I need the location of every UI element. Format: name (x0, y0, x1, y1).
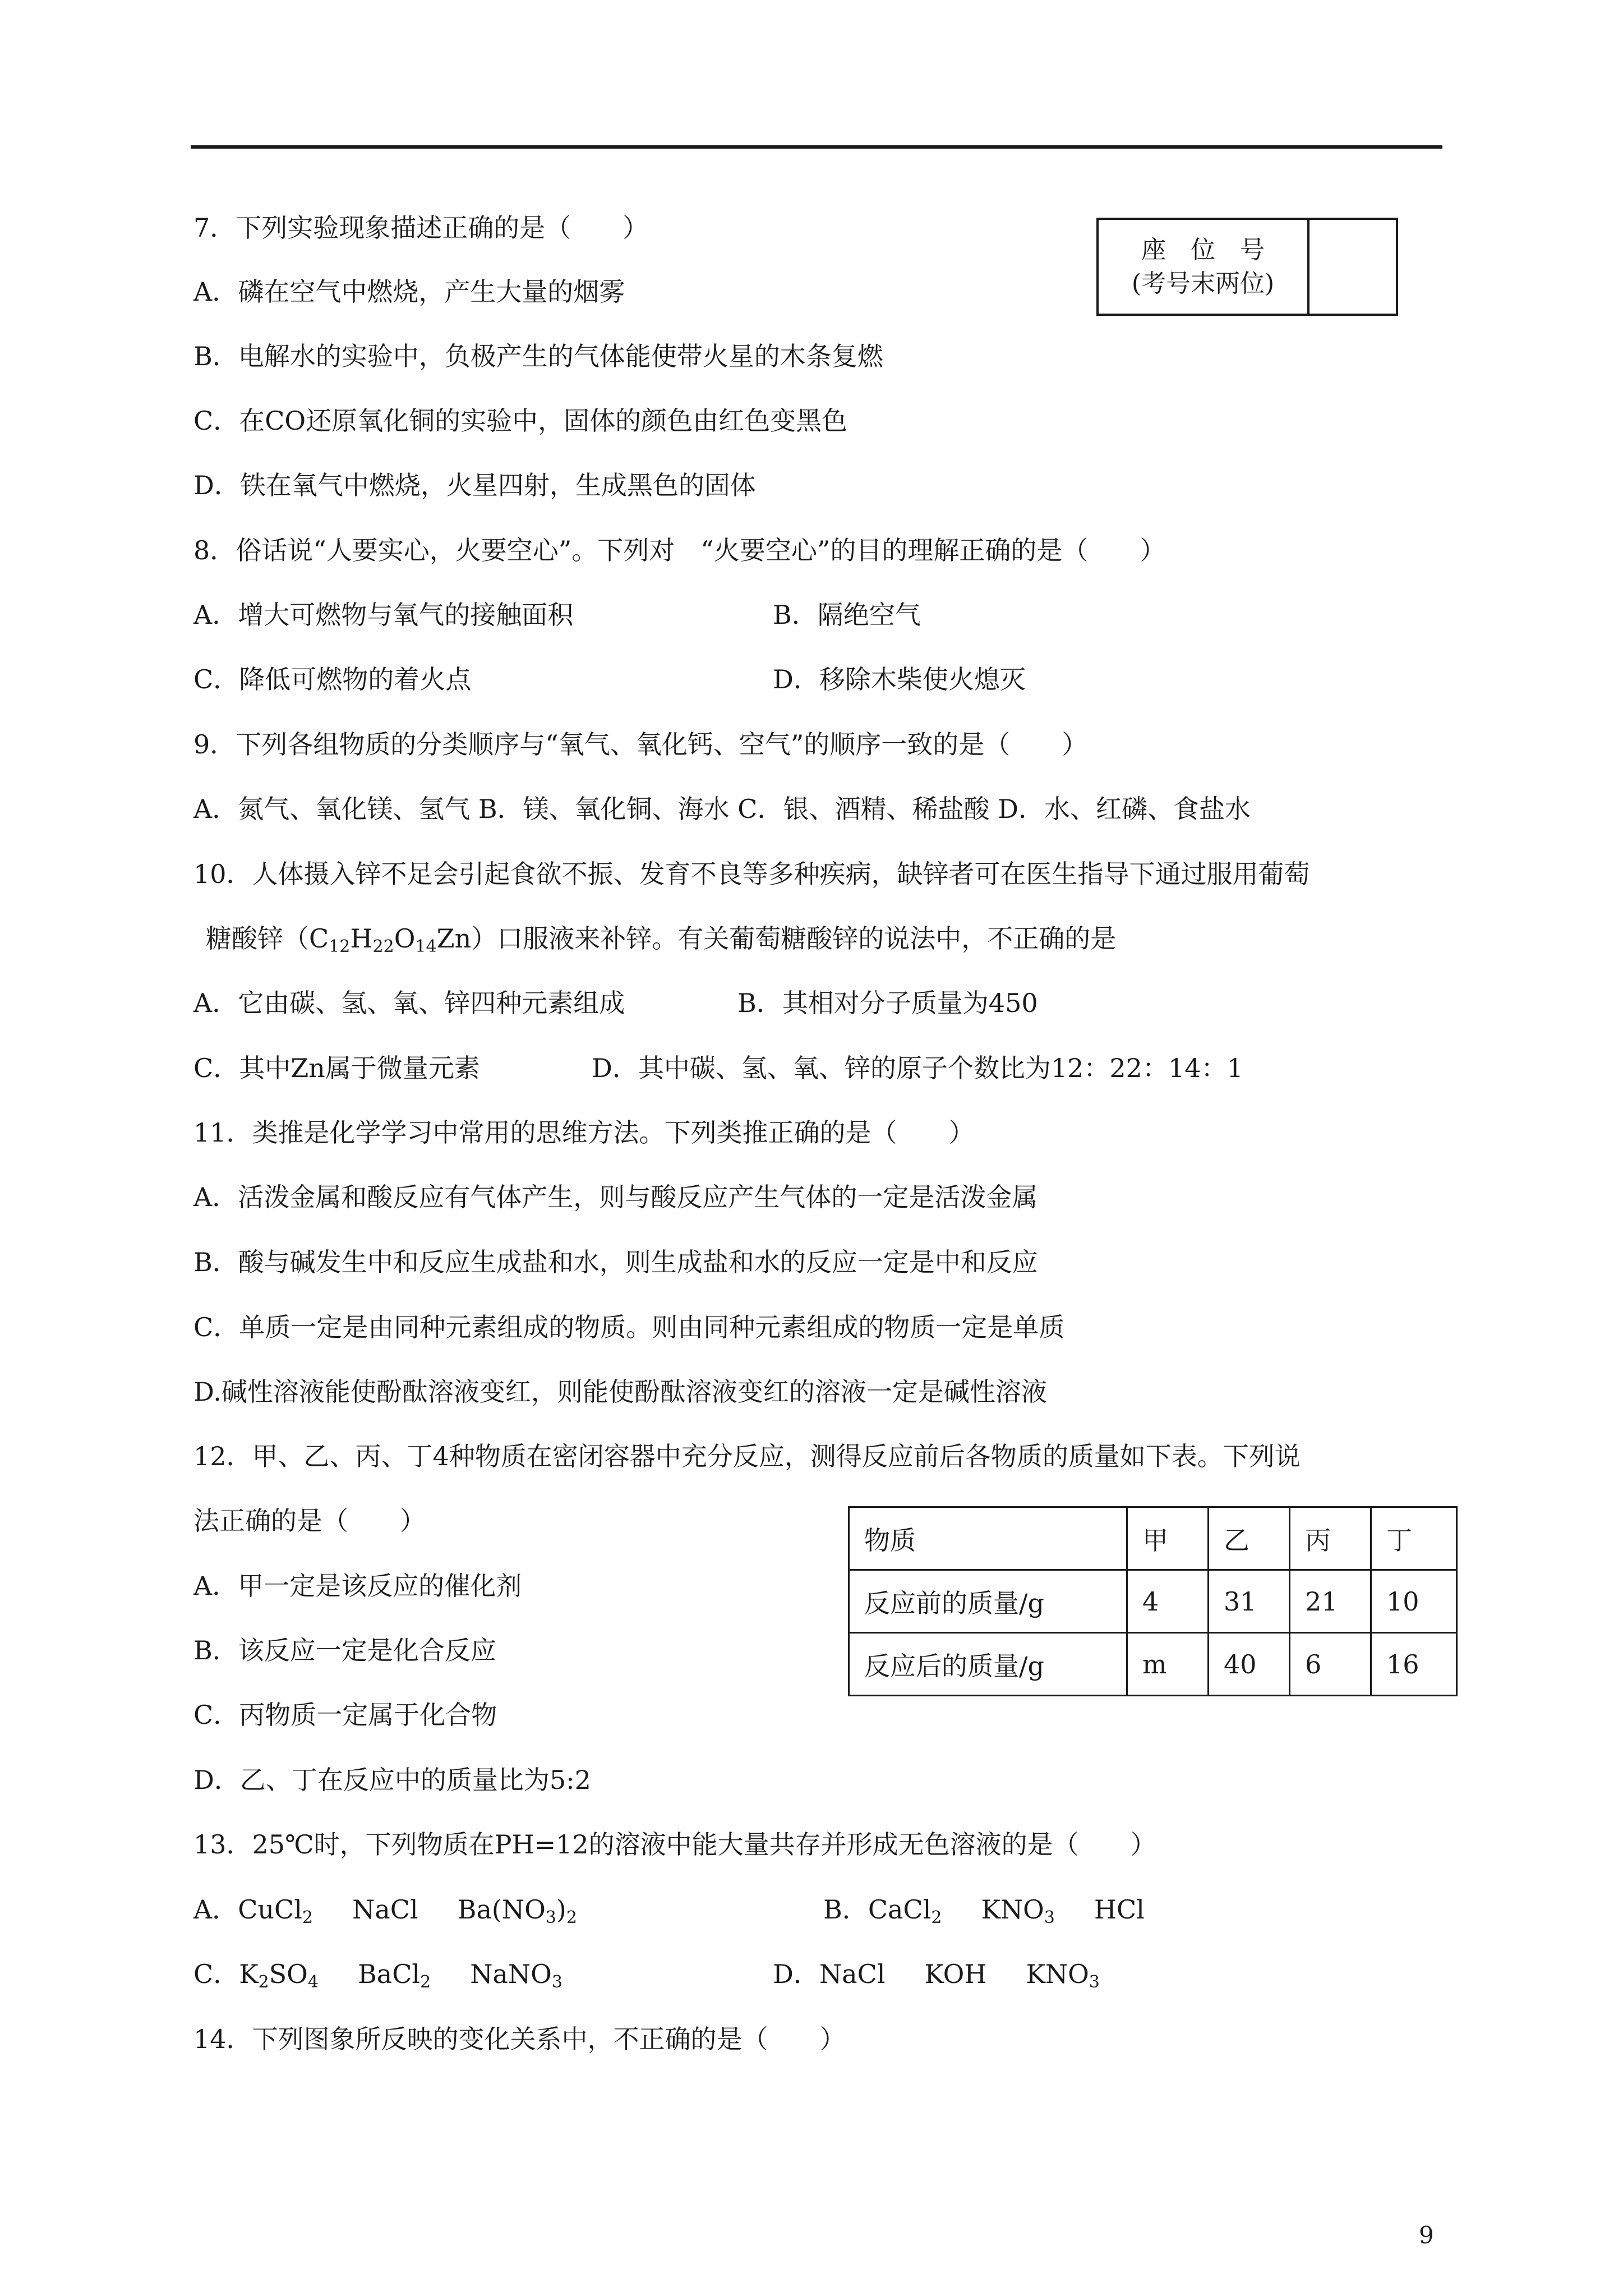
formula: KOH (924, 1959, 987, 1989)
table-cell: 31 (1209, 1570, 1290, 1633)
formula-subscript: 3 (1089, 1972, 1100, 1992)
formula-subscript: 2 (258, 1972, 269, 1992)
q8-option-a: A．增大可燃物与氧气的接触面积 (193, 600, 574, 630)
formula: ) (556, 1894, 566, 1925)
option-label: D． (773, 1959, 819, 1989)
table-cell: 6 (1290, 1633, 1371, 1696)
q7-option-b: B．电解水的实验中，负极产生的气体能使带火星的木条复燃 (193, 341, 883, 371)
q12-option-a: A．甲一定是该反应的催化剂 (193, 1571, 522, 1601)
q10-line2-pre: 糖酸锌（C (206, 923, 329, 954)
formula: NaNO (470, 1959, 552, 1989)
q11-option-a: A．活泼金属和酸反应有气体产生，则与酸反应产生气体的一定是活泼金属 (193, 1182, 1038, 1212)
q13-stem: 13．25℃时，下列物质在PH=12的溶液中能大量共存并形成无色溶液的是（ ） (193, 1829, 1156, 1860)
formula: BaCl (358, 1959, 421, 1989)
formula-sub-h: 22 (372, 937, 394, 956)
q10-stem-line1: 10．人体摄入锌不足会引起食欲不振、发育不良等多种疾病，缺锌者可在医生指导下通过服用葡萄 (193, 859, 1310, 889)
q11-option-c: C．单质一定是由同种元素组成的物质。则由同种元素组成的物质一定是单质 (193, 1312, 1065, 1342)
q11-option-b: B．酸与碱发生中和反应生成盐和水，则生成盐和水的反应一定是中和反应 (193, 1247, 1038, 1277)
formula-subscript: 3 (1044, 1908, 1055, 1927)
formula-subscript: 3 (551, 1972, 562, 1992)
q7-option-c: C．在CO还原氧化铜的实验中，固体的颜色由红色变黑色 (193, 406, 848, 436)
q13-option-a (193, 1893, 577, 1926)
table-header-cell: 丁 (1371, 1507, 1457, 1570)
formula-sub-c: 12 (329, 937, 351, 956)
q11-option-d: D.碱性溶液能使酚酞溶液变红，则能使酚酞溶液变红的溶液一定是碱性溶液 (193, 1377, 1047, 1407)
formula-h: H (350, 923, 373, 954)
q9-options: A．氮气、氧化镁、氢气 B．镁、氧化铜、海水 C．银、酒精、稀盐酸 D．水、红磷、食盐水 (193, 794, 1251, 824)
seat-label-line2: (考号末两位) (1131, 269, 1275, 298)
q12-option-b: B．该反应一定是化合反应 (193, 1635, 496, 1665)
q8-option-b: B．隔绝空气 (773, 600, 921, 630)
table-cell: 40 (1209, 1633, 1290, 1696)
seat-label-line1: 座 位 号 (1141, 235, 1265, 264)
q10-option-a: A．它由碳、氢、氧、锌四种元素组成 (193, 988, 625, 1018)
table-cell: 10 (1371, 1570, 1457, 1633)
table-cell: 16 (1371, 1633, 1457, 1696)
formula: NaCl (819, 1959, 886, 1989)
table-cell: 21 (1290, 1570, 1371, 1633)
table-cell: 反应后的质量/g (849, 1633, 1127, 1696)
q10-line2-post: Zn）口服液来补锌。有关葡萄糖酸锌的说法中，不正确的是 (436, 923, 1117, 954)
formula: KNO (981, 1894, 1044, 1925)
formula: HCl (1094, 1894, 1145, 1925)
formula-sub-o: 14 (415, 937, 437, 956)
q7-stem: 7．下列实验现象描述正确的是（ ） (193, 213, 649, 243)
q12-option-d: D．乙、丁在反应中的质量比为5:2 (193, 1765, 591, 1795)
table-cell: 4 (1127, 1570, 1209, 1633)
q8-stem: 8．俗话说“人要实心，火要空心”。下列对 “火要空心”的目的理解正确的是（ ） (193, 535, 1166, 565)
formula: KNO (1026, 1959, 1089, 1989)
table-row (849, 1570, 1457, 1633)
formula: K (239, 1959, 259, 1989)
mass-table (848, 1506, 1458, 1696)
formula: NaCl (352, 1894, 418, 1925)
formula: Ba(NO (457, 1894, 546, 1925)
table-header-cell: 丙 (1290, 1507, 1371, 1570)
q13-option-b (823, 1893, 1145, 1926)
q14-stem: 14．下列图象所反映的变化关系中，不正确的是（ ） (193, 2024, 846, 2054)
option-label: A． (193, 1894, 238, 1925)
formula: CuCl (238, 1894, 302, 1925)
q9-stem: 9．下列各组物质的分类顺序与“氧气、氧化钙、空气”的顺序一致的是（ ） (193, 729, 1088, 760)
q8-option-c: C．降低可燃物的着火点 (193, 664, 472, 694)
q12-stem-line2: 法正确的是（ ） (193, 1506, 426, 1536)
formula-o: O (394, 923, 416, 954)
table-header-cell: 甲 (1127, 1507, 1209, 1570)
q12-option-c: C．丙物质一定属于化合物 (193, 1700, 497, 1730)
q13-option-d (773, 1957, 1100, 1991)
q10-option-c: C．其中Zn属于微量元素 (193, 1053, 480, 1083)
formula-subscript: 3 (545, 1908, 556, 1927)
option-label: B． (823, 1894, 868, 1925)
table-row (849, 1507, 1457, 1570)
q10-stem-line2 (206, 922, 1116, 955)
formula: CaCl (868, 1894, 932, 1925)
q12-stem-line1: 12．甲、乙、丙、丁4种物质在密闭容器中充分反应，测得反应前后各物质的质量如下表。下列说 (193, 1441, 1301, 1471)
q13-option-c (193, 1957, 562, 1991)
q10-option-b: B．其相对分子质量为450 (737, 988, 1038, 1018)
q8-option-d: D．移除木柴使火熄灭 (773, 664, 1026, 694)
option-label: C． (193, 1959, 239, 1989)
header-rule (191, 145, 1442, 149)
table-header-cell: 物质 (849, 1507, 1127, 1570)
q10-option-d: D．其中碳、氢、氧、锌的原子个数比为12：22：14：1 (592, 1053, 1243, 1083)
table-row (849, 1633, 1457, 1696)
formula-subscript: 2 (302, 1908, 313, 1927)
formula-subscript: 2 (931, 1908, 942, 1927)
formula-subscript: 2 (420, 1972, 431, 1992)
table-cell: m (1127, 1633, 1209, 1696)
seat-number-blank (1310, 220, 1396, 314)
page-number: 9 (1419, 2221, 1434, 2249)
formula: SO (269, 1959, 308, 1989)
formula-subscript: 2 (566, 1908, 577, 1927)
table-header-cell: 乙 (1209, 1507, 1290, 1570)
q7-option-d: D．铁在氧气中燃烧，火星四射，生成黑色的固体 (193, 470, 756, 500)
table-cell: 反应前的质量/g (849, 1570, 1127, 1633)
seat-number-label (1099, 220, 1310, 314)
q7-option-a: A．磷在空气中燃烧，产生大量的烟雾 (193, 277, 625, 307)
q11-stem: 11．类推是化学学习中常用的思维方法。下列类推正确的是（ ） (193, 1117, 975, 1148)
seat-number-box (1096, 218, 1398, 316)
formula-subscript: 4 (307, 1972, 319, 1992)
